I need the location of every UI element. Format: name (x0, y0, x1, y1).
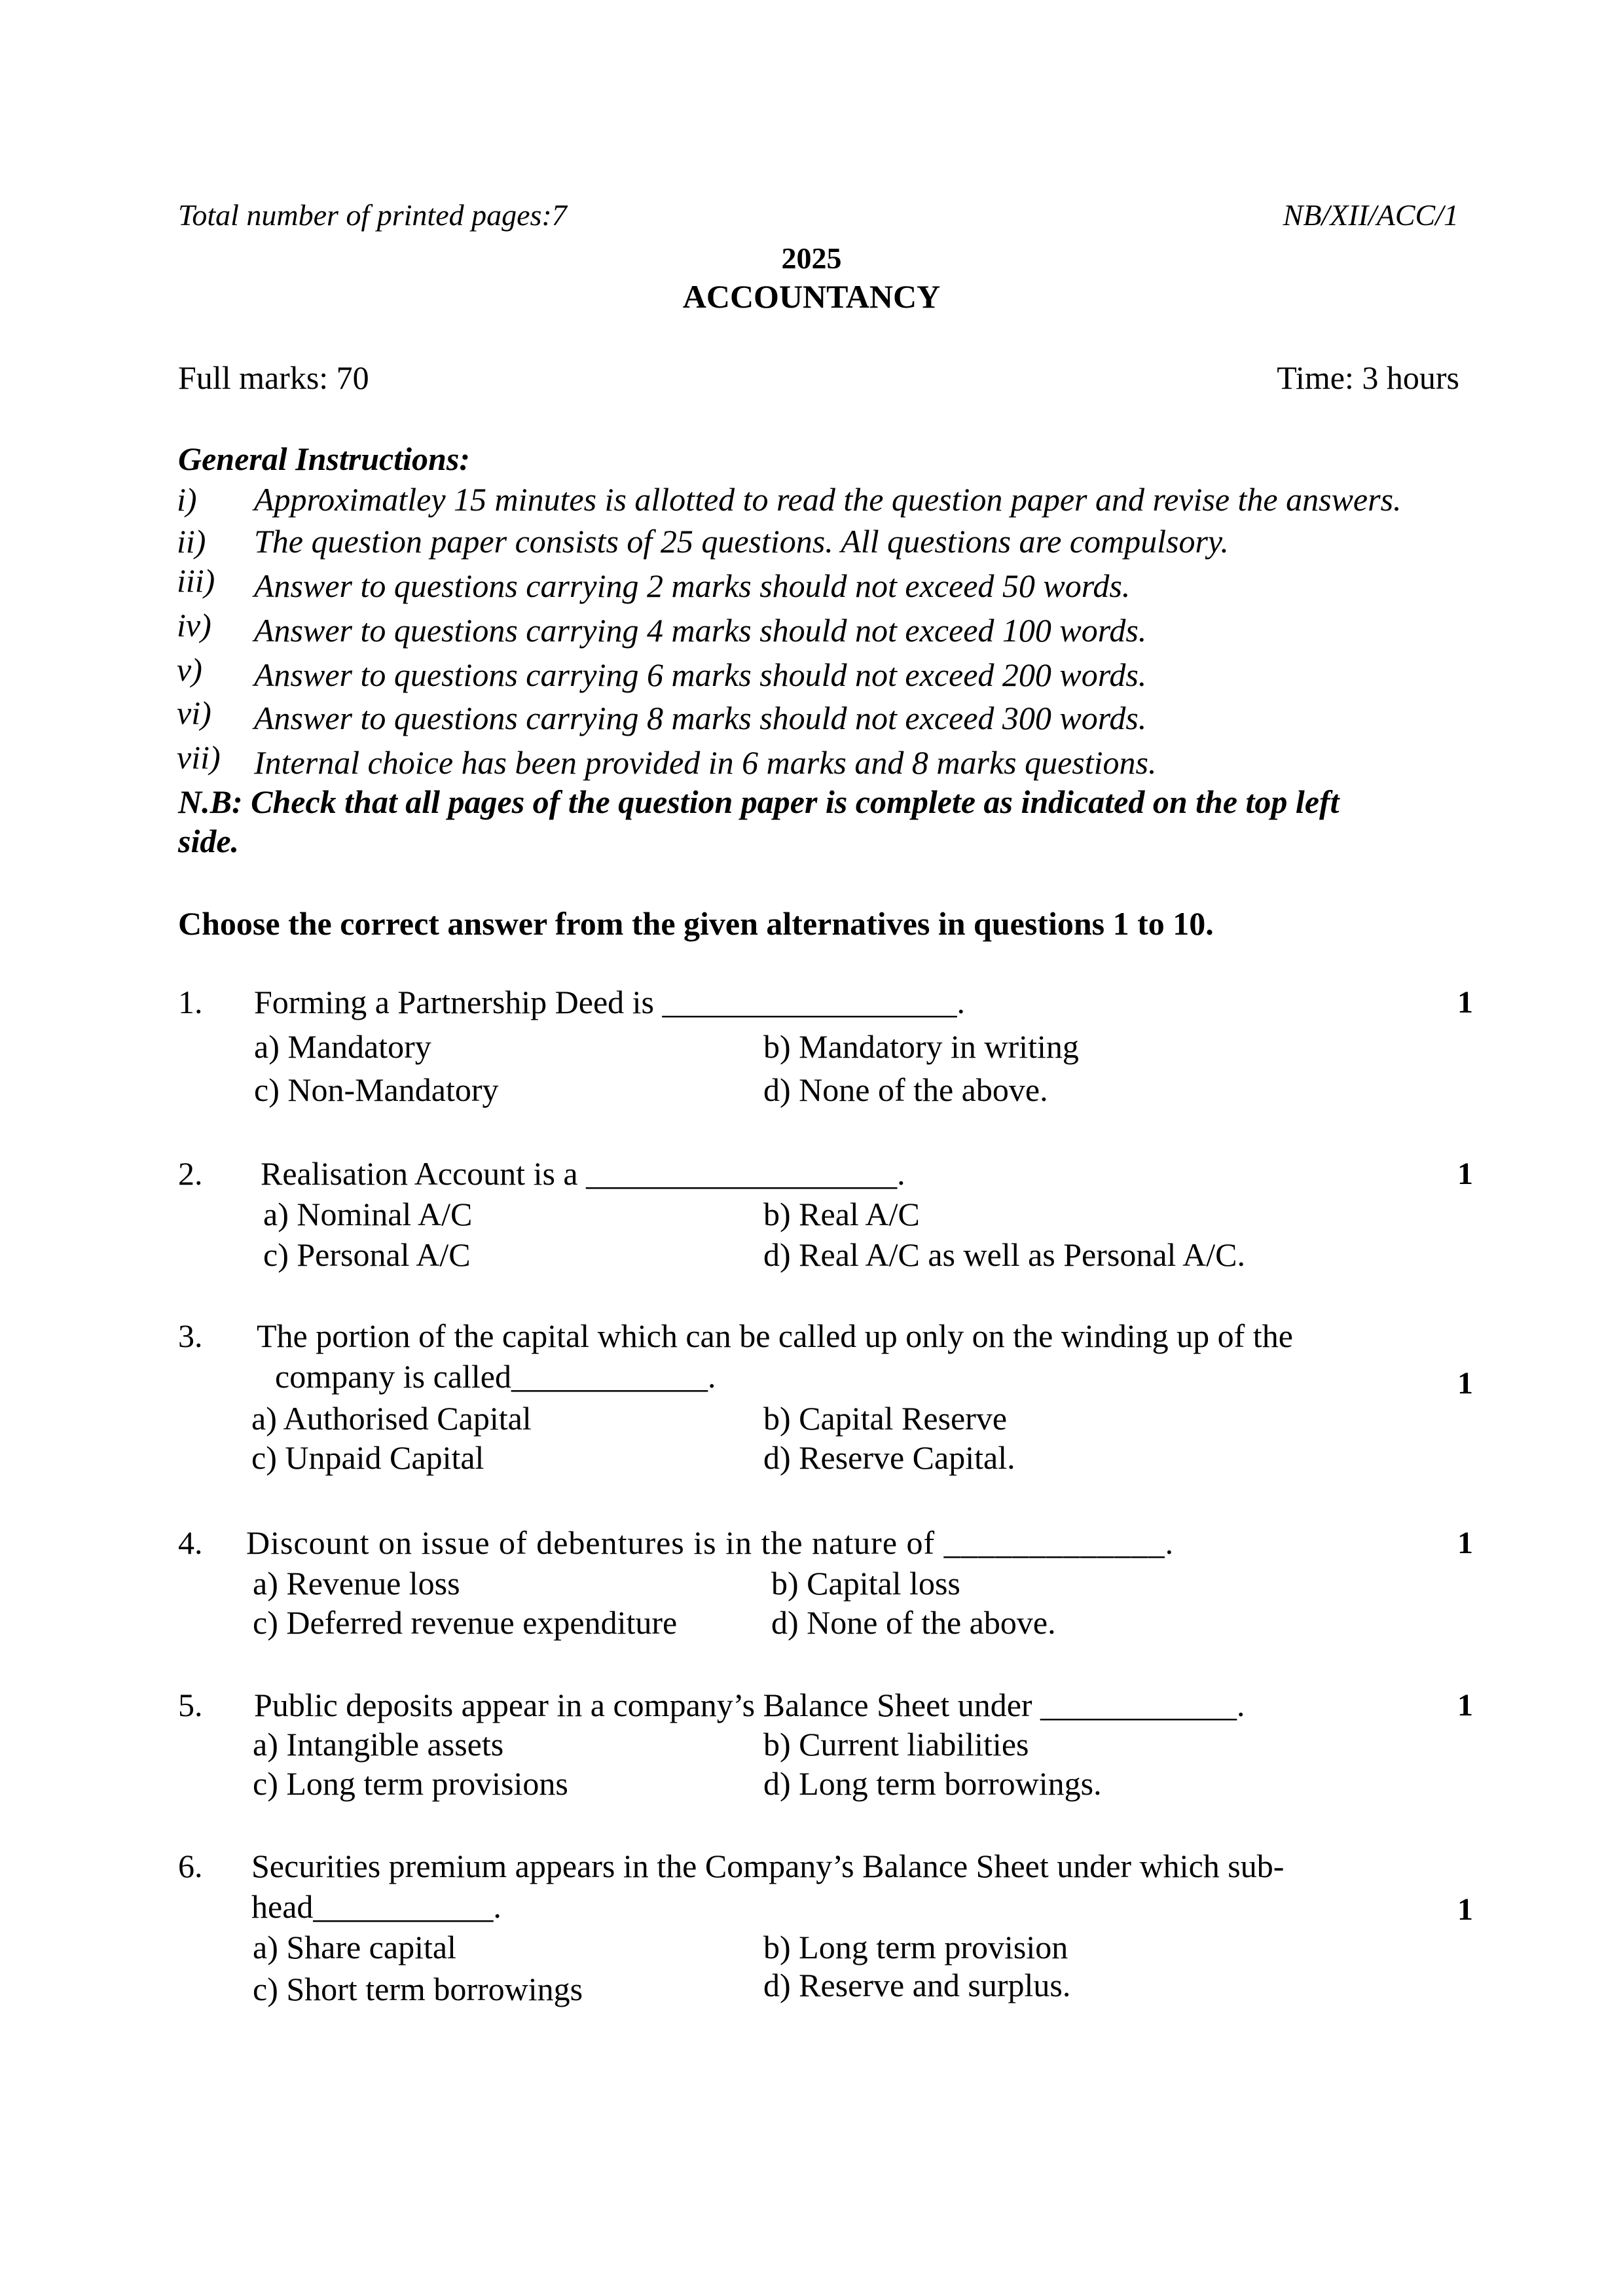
printed-pages-note: Total number of printed pages:7 (178, 198, 567, 232)
option-c: c) Deferred revenue expenditure (253, 1604, 678, 1641)
option-c: c) Short term borrowings (253, 1971, 583, 2007)
option-a: a) Revenue loss (253, 1565, 460, 1602)
question-marks: 1 (1457, 1526, 1473, 1560)
time-allowed: Time: 3 hours (1277, 359, 1459, 396)
question-number: 6. (178, 1848, 203, 1884)
paper-code: NB/XII/ACC/1 (1283, 198, 1459, 232)
option-c: c) Unpaid Capital (251, 1439, 484, 1476)
instruction-text: Answer to questions carrying 8 marks should not exceed 300 words. (254, 700, 1147, 736)
nb-note-line2: side. (178, 823, 240, 859)
instruction-number: iii) (177, 562, 215, 599)
question-marks: 1 (1457, 985, 1473, 1020)
question-text-continued: head___________. (251, 1888, 501, 1925)
option-b: b) Current liabilities (763, 1726, 1029, 1763)
instruction-text: The question paper consists of 25 questions. All questions are compulsory. (254, 523, 1229, 560)
full-marks: Full marks: 70 (178, 359, 369, 396)
instruction-text: Approximatley 15 minutes is allotted to read the question paper and revise the answers. (254, 481, 1402, 518)
instruction-text: Answer to questions carrying 2 marks should not exceed 50 words. (254, 567, 1131, 604)
option-c: c) Personal A/C (263, 1236, 471, 1273)
option-a: a) Share capital (253, 1929, 456, 1965)
question-marks: 1 (1457, 1366, 1473, 1401)
option-d: d) None of the above. (763, 1071, 1048, 1108)
option-a: a) Authorised Capital (251, 1400, 532, 1437)
option-b: b) Long term provision (763, 1929, 1068, 1965)
nb-note-line1: N.B: Check that all pages of the question paper is complete as indicated on the top left (178, 783, 1340, 820)
instruction-text: Answer to questions carrying 6 marks should not exceed 200 words. (254, 656, 1147, 693)
question-marks: 1 (1457, 1688, 1473, 1723)
instruction-number: iv) (177, 607, 211, 643)
question-text: Securities premium appears in the Company’s Balance Sheet under which sub- (251, 1848, 1285, 1884)
option-b: b) Capital loss (771, 1565, 960, 1602)
question-number: 4. (178, 1524, 203, 1561)
question-number: 3. (178, 1318, 203, 1354)
question-number: 2. (178, 1155, 203, 1192)
option-d: d) Real A/C as well as Personal A/C. (763, 1236, 1246, 1273)
option-d: d) Reserve and surplus. (763, 1967, 1071, 2003)
option-b: b) Real A/C (763, 1196, 920, 1232)
option-a: a) Mandatory (254, 1028, 431, 1065)
question-text: Public deposits appear in a company’s Balance Sheet under ____________. (254, 1687, 1245, 1723)
option-c: c) Non-Mandatory (254, 1071, 499, 1108)
section-heading: Choose the correct answer from the given alternatives in questions 1 to 10. (178, 905, 1214, 942)
option-d: d) Reserve Capital. (763, 1439, 1015, 1476)
instruction-number: ii) (177, 523, 206, 560)
option-b: b) Capital Reserve (763, 1400, 1008, 1437)
option-a: a) Nominal A/C (263, 1196, 473, 1232)
exam-year: 2025 (781, 242, 842, 275)
option-a: a) Intangible assets (253, 1726, 504, 1763)
question-text: Realisation Account is a ___________________. (261, 1155, 905, 1192)
question-text: Forming a Partnership Deed is __________________. (254, 984, 966, 1020)
instruction-number: vii) (177, 739, 221, 776)
question-number: 1. (178, 984, 203, 1020)
question-text: Discount on issue of debentures is in the nature of _____________. (246, 1524, 1175, 1561)
question-text-continued: company is called____________. (275, 1358, 716, 1395)
question-marks: 1 (1457, 1157, 1473, 1191)
option-d: d) Long term borrowings. (763, 1765, 1102, 1802)
instruction-number: v) (177, 651, 202, 688)
option-c: c) Long term provisions (253, 1765, 568, 1802)
instruction-text: Answer to questions carrying 4 marks should not exceed 100 words. (254, 612, 1147, 649)
option-d: d) None of the above. (771, 1604, 1056, 1641)
subject-title: ACCOUNTANCY (682, 278, 941, 315)
instructions-title: General Instructions: (178, 440, 470, 477)
instruction-number: i) (177, 481, 197, 518)
instruction-number: vi) (177, 694, 211, 731)
question-number: 5. (178, 1687, 203, 1723)
instruction-text: Internal choice has been provided in 6 marks and 8 marks questions. (254, 744, 1157, 781)
question-text: The portion of the capital which can be called up only on the winding up of the (257, 1318, 1293, 1354)
question-marks: 1 (1457, 1892, 1473, 1927)
option-b: b) Mandatory in writing (763, 1028, 1079, 1065)
